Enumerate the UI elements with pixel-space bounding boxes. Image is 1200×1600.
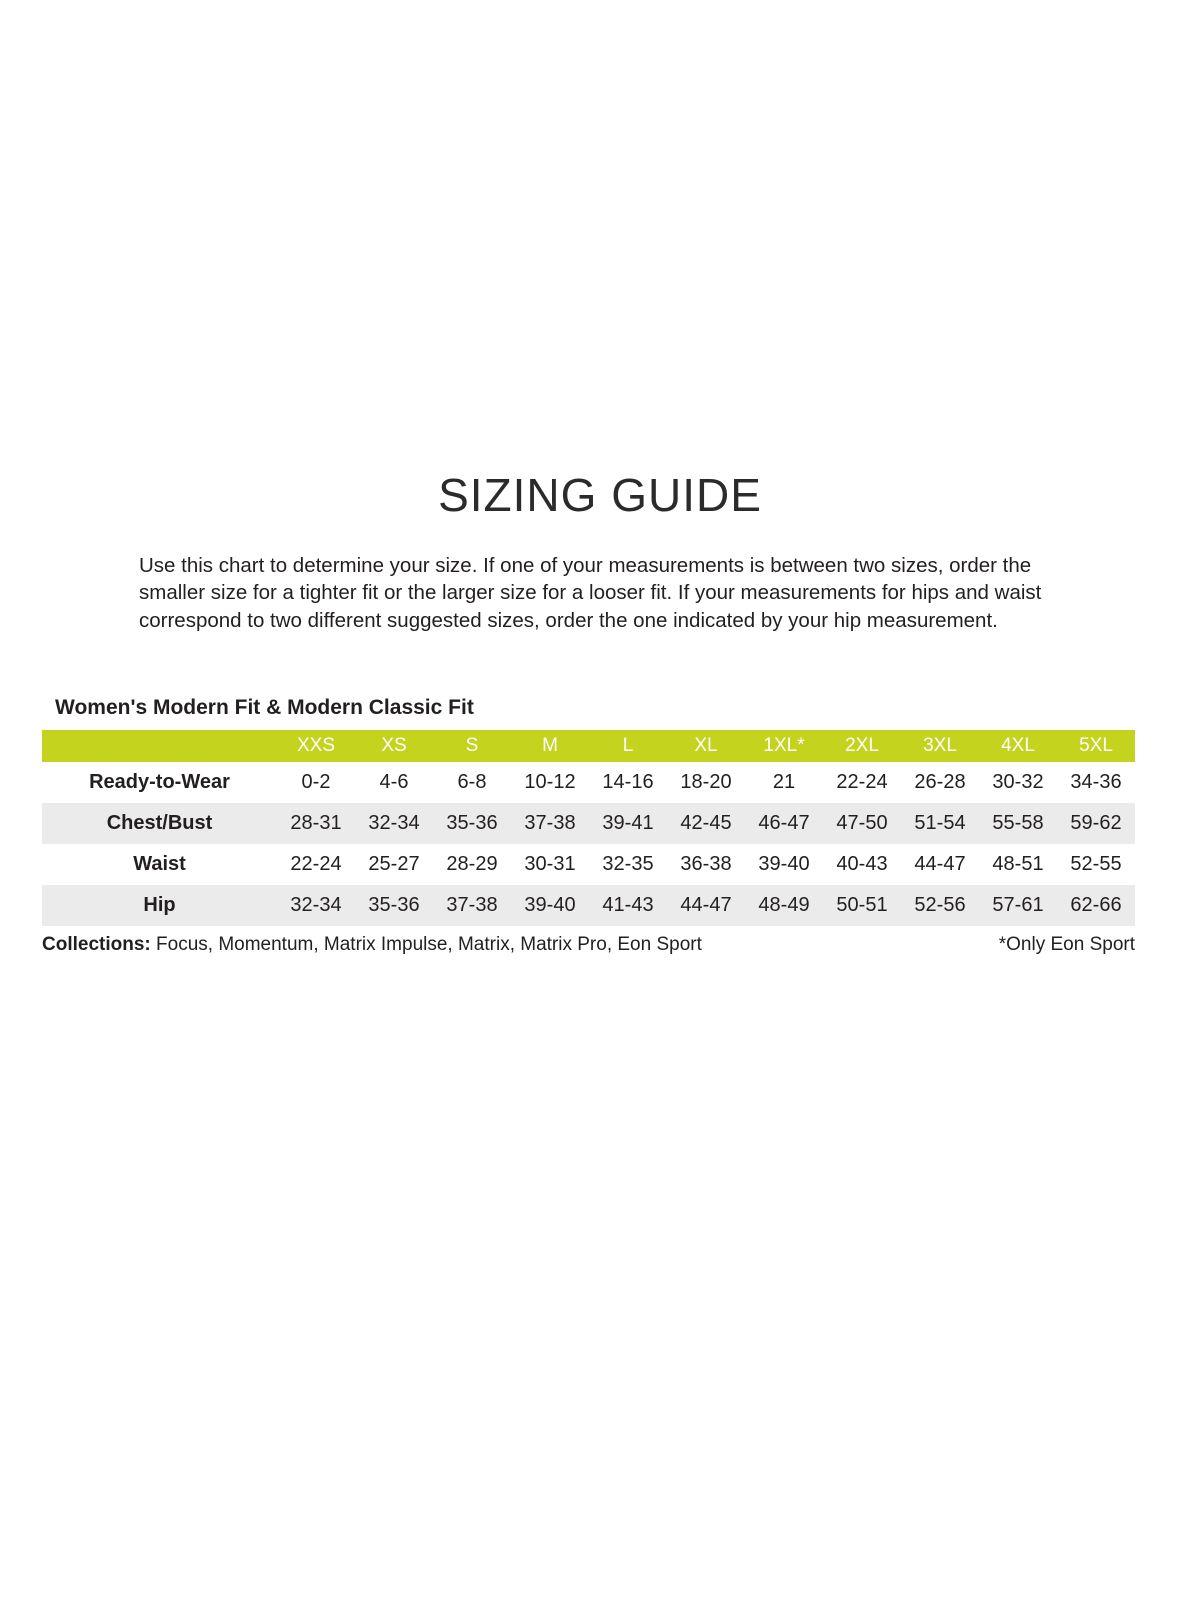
size-value-cell: 39-41: [589, 803, 667, 844]
size-value-cell: 39-40: [758, 852, 810, 875]
size-value-cell: 59-62: [1057, 803, 1135, 844]
size-value-cell: 46-47: [745, 803, 823, 844]
size-column-header: S: [433, 730, 511, 762]
size-value-cell: 0-2: [301, 770, 331, 793]
size-value-cell: 51-54: [901, 803, 979, 844]
size-value-cell: 21: [772, 770, 796, 793]
row-label: Ready-to-Wear: [89, 770, 230, 793]
size-value-cell: 62-66: [1057, 885, 1135, 926]
size-value-cell: 30-32: [992, 770, 1044, 793]
size-table-body: [42, 762, 1135, 926]
size-column-header: XS: [355, 730, 433, 762]
collections-list: Focus, Momentum, Matrix Impulse, Matrix, Matrix Pro, Eon Sport: [156, 933, 702, 955]
size-value-cell: 37-38: [433, 885, 511, 926]
collections-line: [42, 934, 702, 956]
size-value-cell: 32-34: [277, 885, 355, 926]
size-table: [42, 730, 1135, 926]
size-value-cell: 14-16: [602, 770, 654, 793]
size-table-corner-cell: [42, 730, 277, 762]
size-value-cell: 52-55: [1070, 852, 1122, 875]
only-eon-sport-note: *Only Eon Sport: [998, 933, 1135, 955]
section-heading-womens-modern-fit: Women's Modern Fit & Modern Classic Fit: [55, 695, 474, 719]
size-column-header: 1XL*: [745, 730, 823, 762]
size-column-header: 5XL: [1057, 730, 1135, 762]
size-column-header: XL: [667, 730, 745, 762]
size-value-cell: 32-34: [355, 803, 433, 844]
collections-label: Collections:: [42, 933, 151, 955]
size-column-header: XXS: [277, 730, 355, 762]
size-value-cell: 22-24: [836, 770, 888, 793]
row-label: Chest/Bust: [42, 803, 277, 844]
size-value-cell: 28-31: [277, 803, 355, 844]
size-value-cell: 22-24: [290, 852, 342, 875]
size-header-row: [42, 730, 1135, 762]
size-value-cell: 30-31: [524, 852, 576, 875]
size-value-cell: 4-6: [379, 770, 409, 793]
size-value-cell: 34-36: [1070, 770, 1122, 793]
size-table-header: [42, 730, 1135, 762]
size-value-cell: 41-43: [589, 885, 667, 926]
size-value-cell: 37-38: [511, 803, 589, 844]
size-value-cell: 44-47: [667, 885, 745, 926]
table-row: [42, 885, 1135, 926]
size-value-cell: 40-43: [836, 852, 888, 875]
table-footnote-row: [42, 934, 1135, 956]
size-column-header: 3XL: [901, 730, 979, 762]
size-value-cell: 42-45: [667, 803, 745, 844]
size-value-cell: 25-27: [368, 852, 420, 875]
size-value-cell: 26-28: [914, 770, 966, 793]
size-column-header: L: [589, 730, 667, 762]
size-value-cell: 55-58: [979, 803, 1057, 844]
size-column-header: M: [511, 730, 589, 762]
size-value-cell: 48-51: [992, 852, 1044, 875]
size-table-container: [42, 730, 1135, 926]
size-value-cell: 28-29: [446, 852, 498, 875]
size-value-cell: 18-20: [680, 770, 732, 793]
table-row: [42, 844, 1135, 885]
intro-paragraph: Use this chart to determine your size. If one of your measurements is between two sizes, order the smaller size for a tighter fit or the larger size for a looser fit. If your measurements for hips and waist correspond to two different suggested sizes, order the one indicated by your hip measurement.: [139, 554, 1042, 632]
size-value-cell: 57-61: [979, 885, 1057, 926]
table-row: [42, 803, 1135, 844]
table-row: [42, 762, 1135, 803]
page-title: SIZING GUIDE: [438, 469, 762, 521]
size-value-cell: 52-56: [901, 885, 979, 926]
size-value-cell: 10-12: [524, 770, 576, 793]
size-value-cell: 50-51: [823, 885, 901, 926]
size-value-cell: 35-36: [433, 803, 511, 844]
size-value-cell: 39-40: [511, 885, 589, 926]
row-label: Hip: [42, 885, 277, 926]
size-column-header: 4XL: [979, 730, 1057, 762]
size-value-cell: 35-36: [355, 885, 433, 926]
size-value-cell: 36-38: [680, 852, 732, 875]
size-column-header: 2XL: [823, 730, 901, 762]
size-value-cell: 6-8: [457, 770, 487, 793]
size-value-cell: 44-47: [914, 852, 966, 875]
row-label: Waist: [133, 852, 186, 875]
size-value-cell: 32-35: [602, 852, 654, 875]
size-value-cell: 48-49: [745, 885, 823, 926]
size-value-cell: 47-50: [823, 803, 901, 844]
